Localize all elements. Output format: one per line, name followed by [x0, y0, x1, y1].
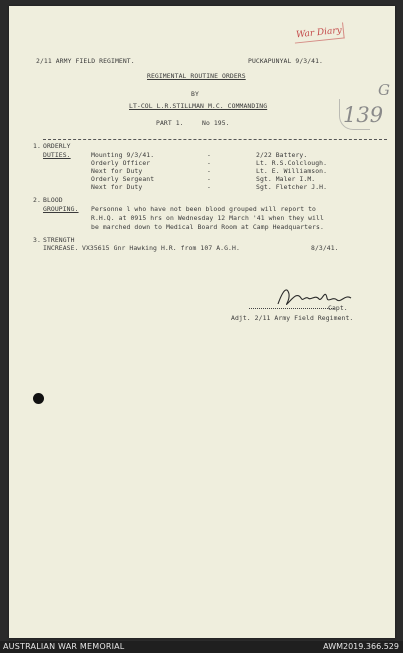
section-2-text-line: R.H.Q. at 0915 hrs on Wednesday 12 March '41 when they will [91, 214, 324, 222]
duty-label: Orderly Sergeant [91, 175, 155, 183]
place-date: PUCKAPUNYAL 9/3/41. [248, 57, 324, 65]
duty-assignee: Lt. E. Williamson. [256, 167, 328, 175]
section-3-heading-line2: INCREASE. [43, 244, 79, 252]
by-line: BY [191, 90, 199, 98]
pencil-letter: G [378, 81, 390, 99]
document-page [9, 6, 395, 638]
duty-assignee: Sgt. Maler I.M. [256, 175, 316, 183]
section-1-heading-line2: DUTIES. [43, 151, 71, 159]
punch-hole [33, 393, 44, 404]
duty-assignee: 2/22 Battery. [256, 151, 308, 159]
duty-dash: - [207, 183, 211, 191]
duty-dash: - [207, 151, 211, 159]
section-2-text-line: be marched down to Medical Board Room at Camp Headquarters. [91, 223, 324, 231]
duty-label: Next for Duty [91, 167, 143, 175]
footer-catalog-id: AWM2019.366.529 [323, 642, 399, 651]
order-number: No 195. [202, 119, 230, 127]
divider-rule [43, 139, 387, 140]
section-3-date: 8/3/41. [311, 244, 339, 252]
signature-line [249, 308, 334, 309]
duty-label: Mounting 9/3/41. [91, 151, 155, 159]
duty-label: Next for Duty [91, 183, 143, 191]
war-diary-stamp: War Diary [295, 25, 343, 41]
duty-assignee: Sgt. Fletcher J.H. [256, 183, 328, 191]
section-1-heading-line1: ORDERLY [43, 142, 71, 150]
part-label: PART 1. [156, 119, 184, 127]
duty-label: Orderly Officer [91, 159, 151, 167]
pencil-number: 139 [343, 103, 384, 127]
footer-institution: AUSTRALIAN WAR MEMORIAL [3, 642, 125, 651]
section-3-heading-line1: STRENGTH [43, 236, 75, 244]
signatory-title: Adjt. 2/11 Army Field Regiment. [231, 314, 354, 322]
section-2-heading-line2: GROUPING. [43, 205, 79, 213]
duty-dash: - [207, 175, 211, 183]
section-2-number: 2. [33, 196, 41, 204]
section-2-heading-line1: BLOOD [43, 196, 63, 204]
duty-dash: - [207, 167, 211, 175]
signatory-rank: Capt. [328, 304, 348, 312]
section-3-text: VX35615 Gnr Hawking H.R. from 107 A.G.H. [82, 244, 240, 252]
archive-footer [0, 641, 403, 653]
orders-title: REGIMENTAL ROUTINE ORDERS [147, 72, 246, 80]
unit-name: 2/11 ARMY FIELD REGIMENT. [36, 57, 135, 65]
section-3-number: 3. [33, 236, 41, 244]
duty-assignee: Lt. R.S.Colclough. [256, 159, 328, 167]
section-1-number: 1. [33, 142, 41, 150]
section-2-text-line: Personne l who have not been blood grouped will report to [91, 205, 317, 213]
commander-line: LT-COL L.R.STILLMAN M.C. COMMANDING [129, 102, 268, 110]
pencil-circle-mark [339, 99, 370, 130]
duty-dash: - [207, 159, 211, 167]
